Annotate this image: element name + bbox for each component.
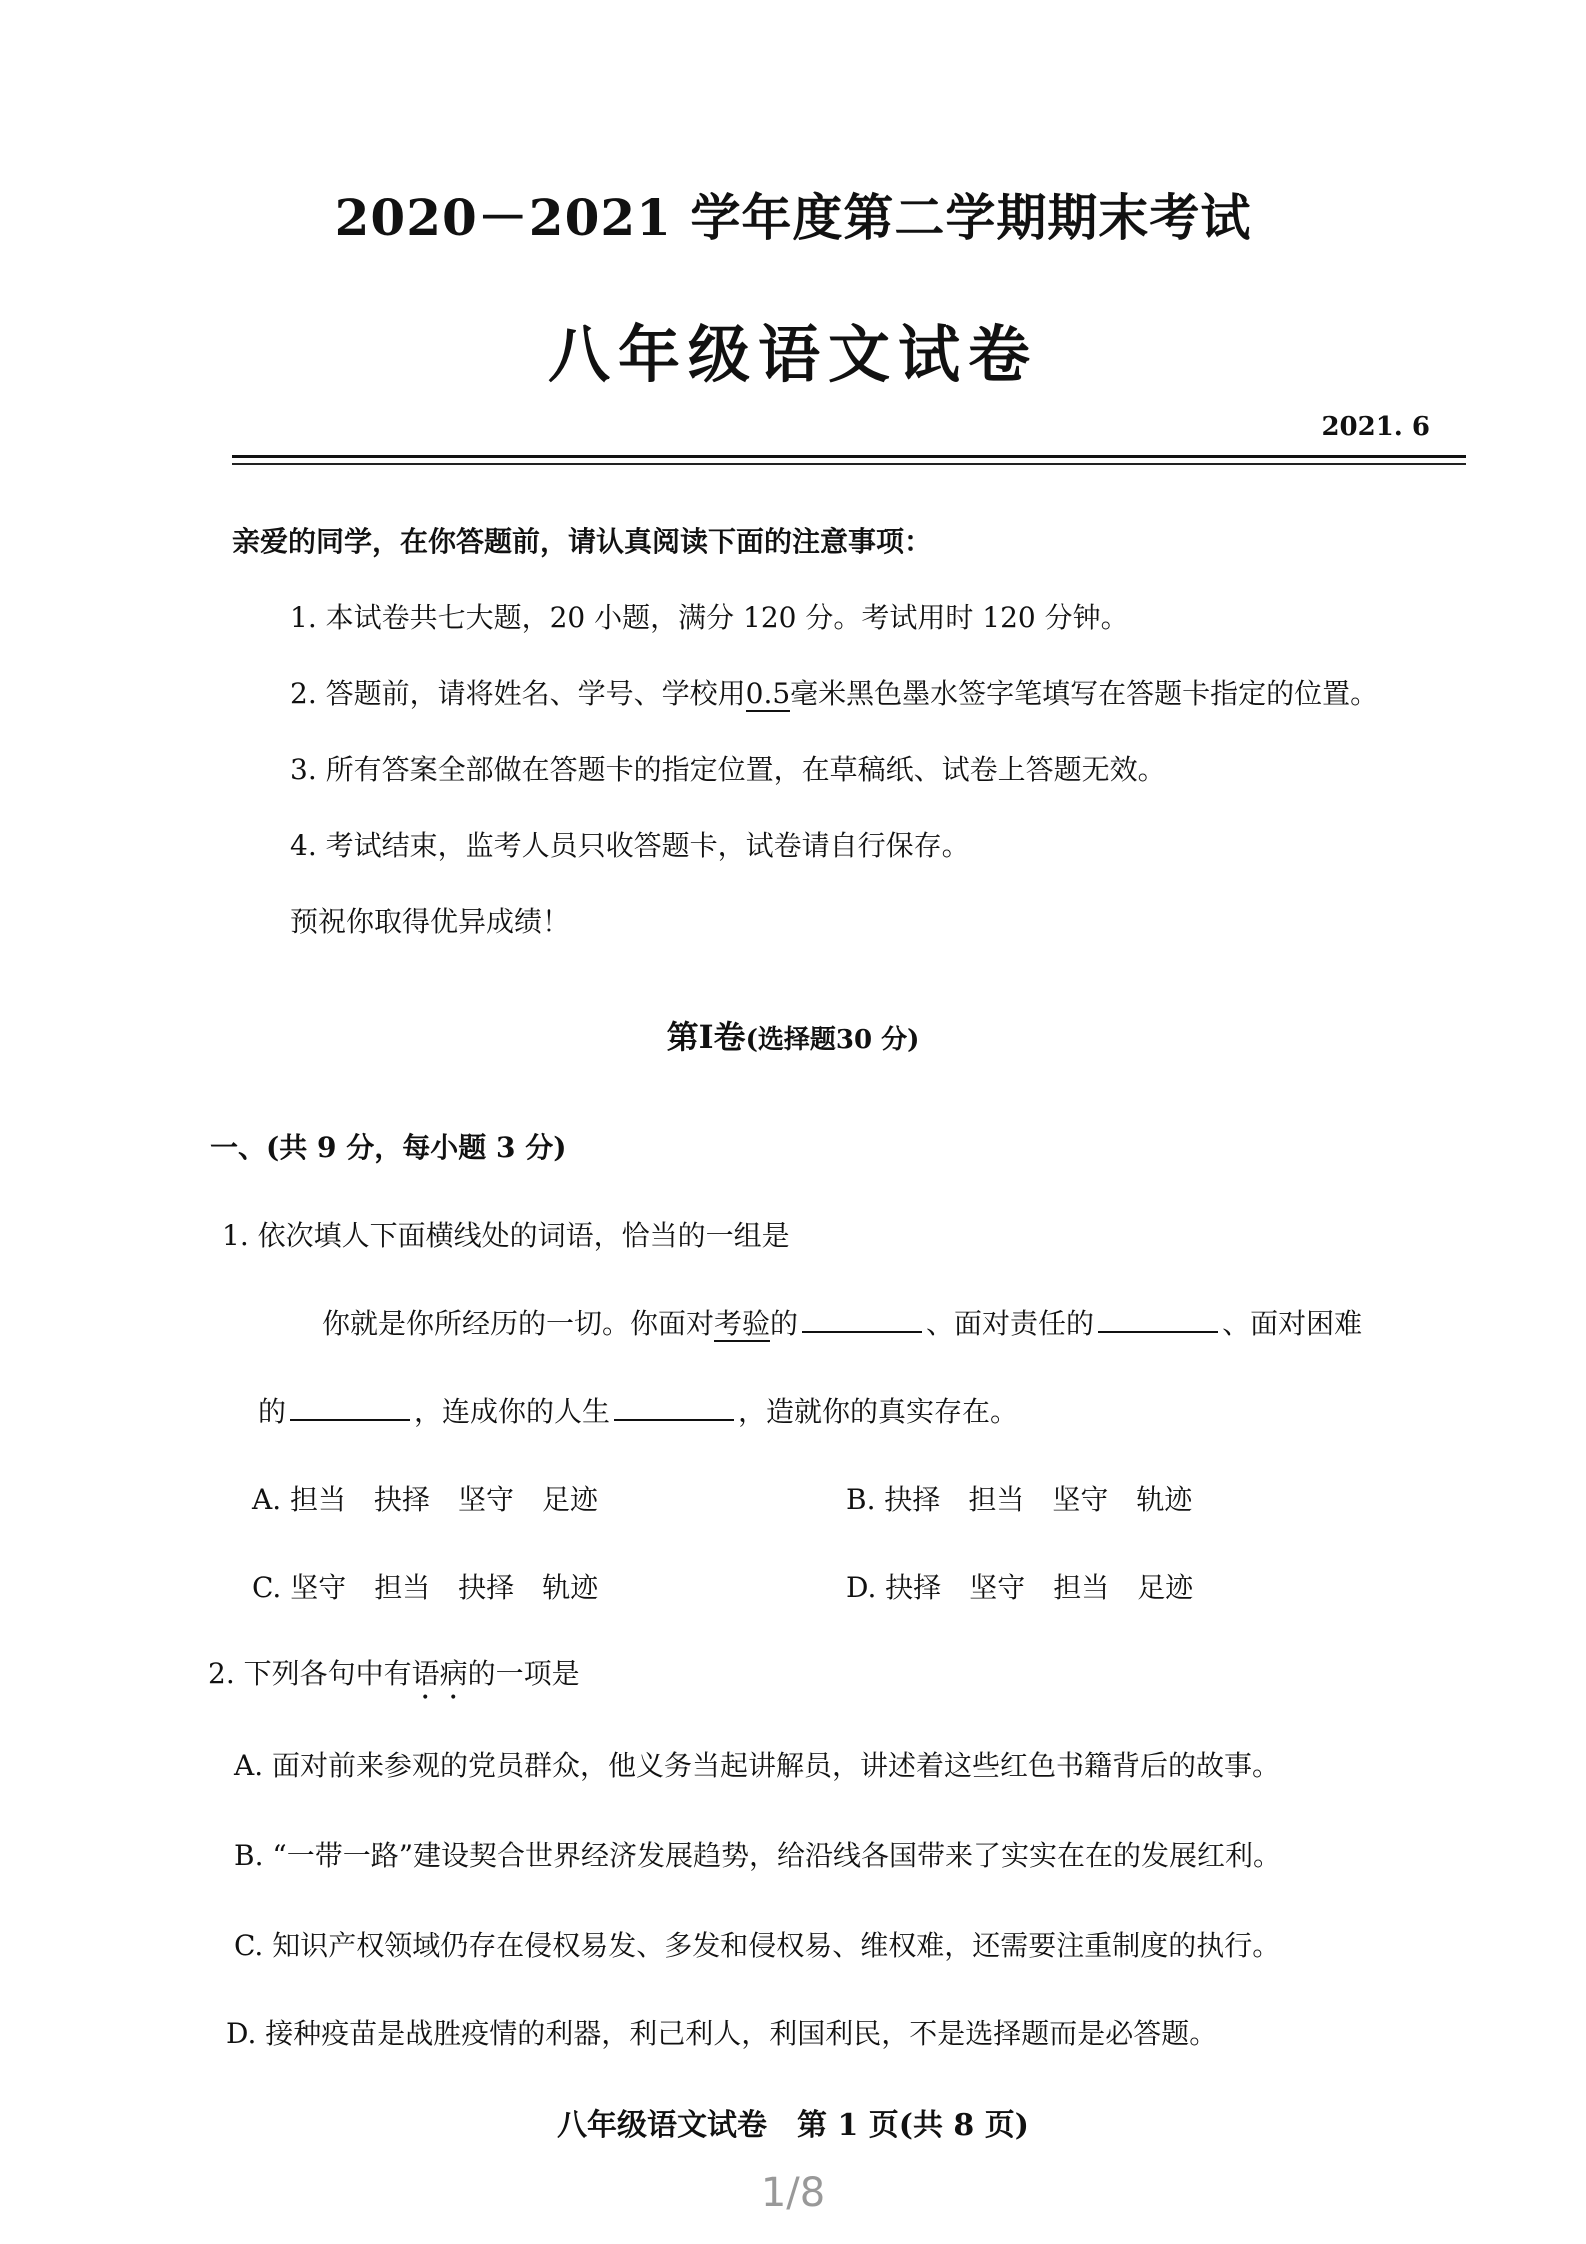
notice-item-2-pre: 2. 答题前，请将姓名、学号、学校用: [290, 677, 746, 710]
header-rule-thick: [232, 455, 1466, 458]
q2-option-d: D. 接种疫苗是战胜疫情的利器，利己利人，利国利民，不是选择题而是必答题。: [226, 2017, 1218, 2050]
notice-item-3: 3. 所有答案全部做在答题卡的指定位置，在草稿纸、试卷上答题无效。: [290, 753, 1166, 786]
q1-option-b: B. 抉择 担当 坚守 轨迹: [846, 1483, 1193, 1516]
notice-item-1: 1. 本试卷共七大题，20 小题，满分 120 分。考试用时 120 分钟。: [290, 601, 1129, 634]
q1-passage-line1: [322, 1302, 1362, 1342]
part1-heading: 一、(共 9 分，每小题 3 分): [210, 1131, 567, 1164]
q2-text: 的一项是: [467, 1657, 580, 1690]
section-subtitle: (选择题30 分): [745, 1025, 920, 1055]
q1-text: 的: [770, 1307, 799, 1340]
exam-title: 2020－2021 学年度第二学期期末考试: [334, 188, 1252, 247]
exam-subtitle: 八年级语文试卷: [547, 318, 1038, 391]
q1-stem: 1. 依次填人下面横线处的词语，恰当的一组是: [222, 1219, 790, 1252]
notice-intro: 亲爱的同学，在你答题前，请认真阅读下面的注意事项：: [232, 525, 933, 558]
q2-option-c: C. 知识产权领域仍存在侵权易发、多发和侵权易、维权难，还需要注重制度的执行。: [234, 1929, 1281, 1962]
q1-passage-line2: [258, 1390, 1018, 1430]
q1-text: 你就是你所经历的一切。你面对: [322, 1307, 715, 1340]
q2-stem: [208, 1652, 580, 1706]
q2-text: 2. 下列各句中有: [208, 1657, 412, 1690]
notice-item-4: 4. 考试结束，监考人员只收答题卡，试卷请自行保存。: [290, 829, 970, 862]
notice-wish: 预祝你取得优异成绩！: [290, 905, 571, 938]
q2-option-b: B. “一带一路”建设契合世界经济发展趋势，给沿线各国带来了实实在在的发展红利。: [234, 1839, 1282, 1872]
answer-blank: [802, 1307, 922, 1333]
q1-text: ，造就你的真实存在。: [738, 1395, 1019, 1428]
answer-blank: [614, 1395, 734, 1421]
q1-option-c: C. 坚守 担当 抉择 轨迹: [252, 1571, 599, 1604]
answer-blank: [1098, 1307, 1218, 1333]
section-heading: [0, 1012, 1586, 1058]
section-title: 第Ⅰ卷: [666, 1018, 746, 1056]
q1-option-d: D. 抉择 坚守 担当 足迹: [846, 1571, 1194, 1604]
q1-text: 的: [258, 1395, 287, 1428]
q2-emphasis: 语病: [411, 1657, 468, 1690]
exam-date: 2021. 6: [1321, 412, 1430, 442]
page-footer: 八年级语文试卷 第 1 页(共 8 页): [557, 2108, 1029, 2143]
notice-item-2-post: 毫米黑色墨水签字笔填写在答题卡指定的位置。: [790, 677, 1379, 710]
q1-text: ，连成你的人生: [414, 1395, 611, 1428]
q2-option-a: A. 面对前来参观的党员群众，他义务当起讲解员，讲述着这些红色书籍背后的故事。: [234, 1749, 1281, 1782]
notice-item-2: [290, 672, 1378, 712]
q1-text: 、面对困难: [1222, 1307, 1363, 1340]
answer-blank: [290, 1395, 410, 1421]
q1-text: 、面对责任的: [926, 1307, 1095, 1340]
page-indicator: 1/8: [760, 2170, 826, 2216]
q1-option-a: A. 担当 抉择 坚守 足迹: [252, 1483, 599, 1516]
header-rule-thin: [232, 463, 1466, 465]
q1-underlined-word: 考验: [714, 1307, 771, 1340]
notice-item-2-underlined: 0.5: [745, 677, 791, 710]
